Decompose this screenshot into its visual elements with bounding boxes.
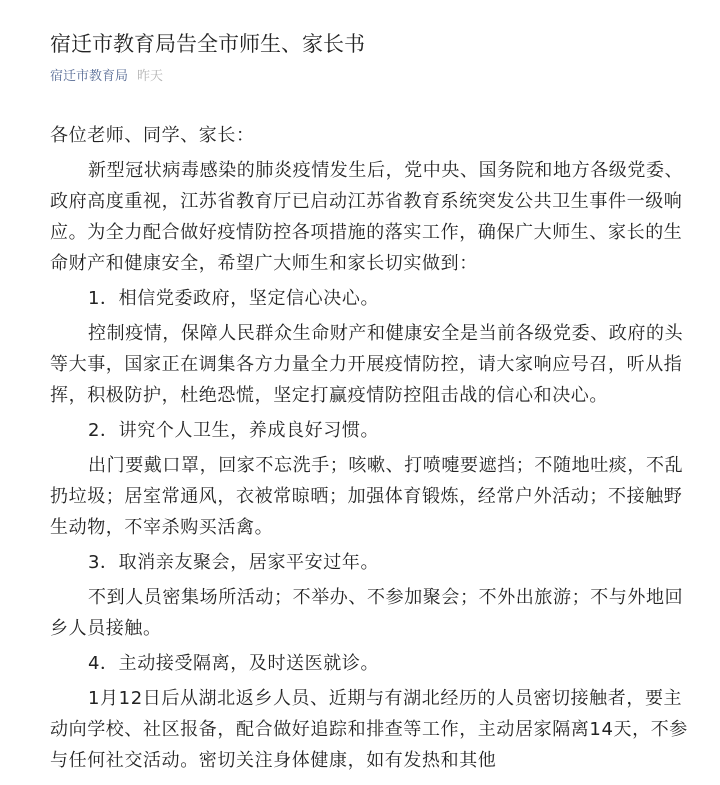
- publish-date: 昨天: [137, 69, 164, 84]
- article-body: [50, 120, 690, 780]
- section-heading-4: 4．主动接受隔离，及时送医就诊。: [88, 653, 380, 674]
- body-paragraph: 新型冠状病毒感染的肺炎疫情发生后，党中央、国务院和地方各级党委、政府高度重视，江苏省教育厅已启动江苏省教育系统突发公共卫生事件一级响应。为全力配合做好疫情防控各项措施的落实工作，确保广大师生、家长的生命财产和健康安全，希望广大师生和家长切实做到：: [50, 160, 684, 274]
- section-heading-1: 1．相信党委政府，坚定信心决心。: [88, 288, 380, 309]
- section-heading-3: 3．取消亲友聚会，居家平安过年。: [88, 552, 380, 573]
- account-name-link[interactable]: 宿迁市教育局: [50, 69, 129, 84]
- body-paragraph: 1月12日后从湖北返乡人员、近期与有湖北经历的人员密切接触者，要主动向学校、社区报备，配合做好追踪和排查等工作，主动居家隔离14天，不参与任何社交活动。密切关注身体健康，如有发热和其他: [50, 688, 688, 771]
- body-paragraph: 不到人员密集场所活动；不举办、不参加聚会；不外出旅游；不与外地回乡人员接触。: [50, 587, 684, 639]
- body-paragraph: 出门要戴口罩，回家不忘洗手；咳嗽、打喷嚏要遮挡；不随地吐痰，不乱扔垃圾；居室常通风，衣被常晾晒；加强体育锻炼，经常户外活动；不接触野生动物，不宰杀购买活禽。: [50, 455, 684, 538]
- section-heading-2: 2．讲究个人卫生，养成良好习惯。: [88, 420, 380, 441]
- article-meta: [50, 68, 163, 86]
- salutation: 各位老师、同学、家长：: [50, 125, 255, 146]
- body-paragraph: 控制疫情，保障人民群众生命财产和健康安全是当前各级党委、政府的头等大事，国家正在调集各方力量全力开展疫情防控，请大家响应号召，听从指挥，积极防护，杜绝恐慌，坚定打赢疫情防控阻击战的信心和决心。: [50, 323, 684, 406]
- article-title: 宿迁市教育局告全市师生、家长书: [50, 32, 365, 56]
